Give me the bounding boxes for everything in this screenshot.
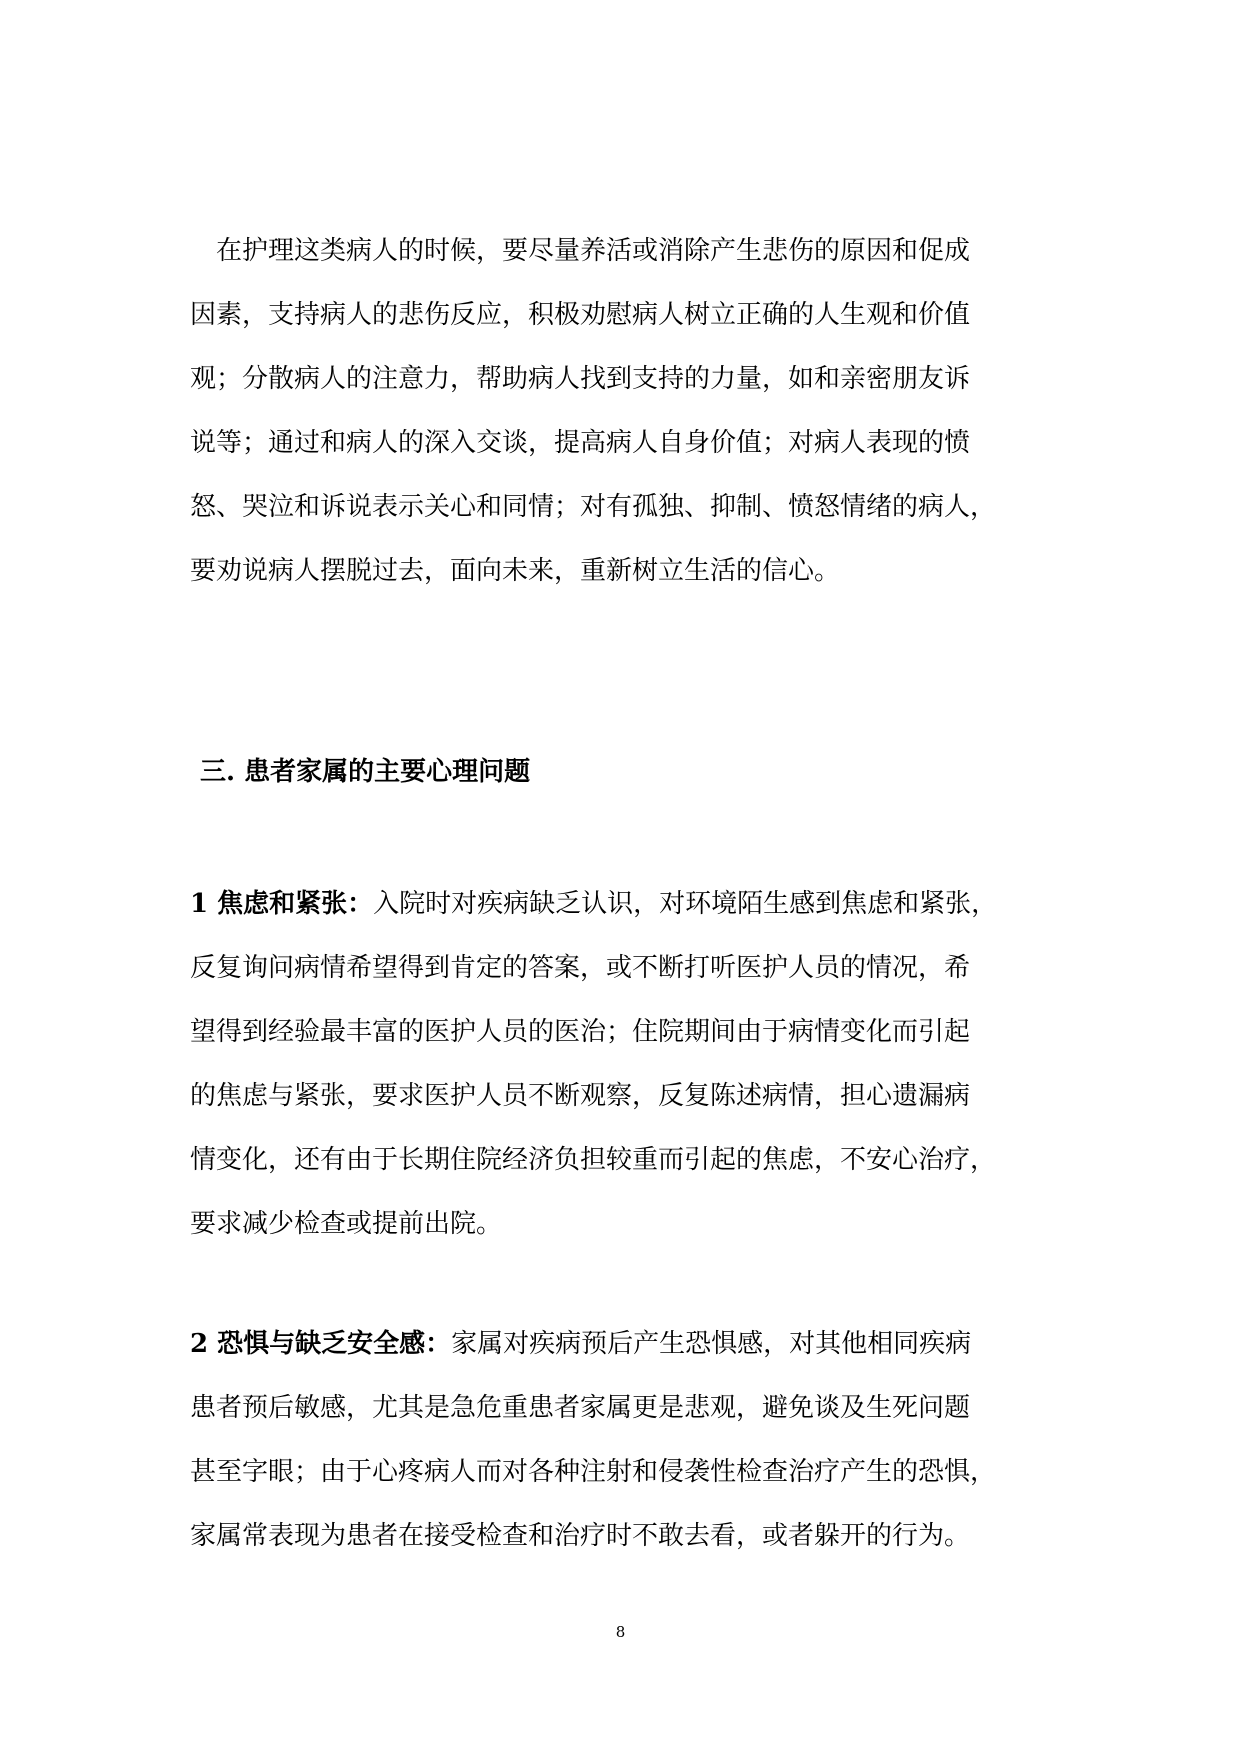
item-fear-insecurity bbox=[190, 1312, 1054, 1568]
item-text: 入院时对疾病缺乏认识，对环境陌生感到焦虑和紧张， bbox=[373, 889, 998, 919]
paragraph-line: 观；分散病人的注意力，帮助病人找到支持的力量，如和亲密朋友诉 bbox=[190, 364, 971, 394]
paragraph-line: 要求减少检查或提前出院。 bbox=[190, 1209, 503, 1239]
paragraph-line: 要劝说病人摆脱过去，面向未来，重新树立生活的信心。 bbox=[190, 556, 841, 586]
paragraph-line: 望得到经验最丰富的医护人员的医治；住院期间由于病情变化而引起 bbox=[190, 1017, 971, 1047]
item-lead: 2 恐惧与缺乏安全感： bbox=[190, 1329, 452, 1359]
section-heading: 三. 患者家属的主要心理问题 bbox=[200, 757, 531, 787]
item-first-line bbox=[190, 872, 1054, 936]
paragraph-line: 情变化，还有由于长期住院经济负担较重而引起的焦虑，不安心治疗， bbox=[190, 1145, 997, 1175]
item-text: 家属对疾病预后产生恐惧感，对其他相同疾病 bbox=[451, 1329, 972, 1359]
paragraph-line: 因素，支持病人的悲伤反应，积极劝慰病人树立正确的人生观和价值 bbox=[190, 300, 971, 330]
paragraph-line: 在护理这类病人的时候，要尽量养活或消除产生悲伤的原因和促成 bbox=[216, 236, 971, 266]
paragraph-nursing-grief bbox=[190, 219, 1054, 603]
paragraph-line: 甚至字眼；由于心疼病人而对各种注射和侵袭性检查治疗产生的恐惧， bbox=[190, 1457, 997, 1487]
page-number: 8 bbox=[615, 1623, 626, 1641]
item-lead: 1 焦虑和紧张： bbox=[190, 889, 374, 919]
paragraph-line: 家属常表现为患者在接受检查和治疗时不敢去看，或者躲开的行为。 bbox=[190, 1521, 971, 1551]
paragraph-line: 患者预后敏感，尤其是急危重患者家属更是悲观，避免谈及生死问题 bbox=[190, 1393, 971, 1423]
paragraph-line: 反复询问病情希望得到肯定的答案，或不断打听医护人员的情况，希 bbox=[190, 953, 971, 983]
paragraph-line: 说等；通过和病人的深入交谈，提高病人自身价值；对病人表现的愤 bbox=[190, 428, 971, 458]
paragraph-line: 的焦虑与紧张，要求医护人员不断观察，反复陈述病情，担心遗漏病 bbox=[190, 1081, 971, 1111]
paragraph-line: 怒、哭泣和诉说表示关心和同情；对有孤独、抑制、愤怒情绪的病人， bbox=[190, 492, 997, 522]
item-first-line bbox=[190, 1312, 1054, 1376]
item-anxiety-tension bbox=[190, 872, 1054, 1256]
